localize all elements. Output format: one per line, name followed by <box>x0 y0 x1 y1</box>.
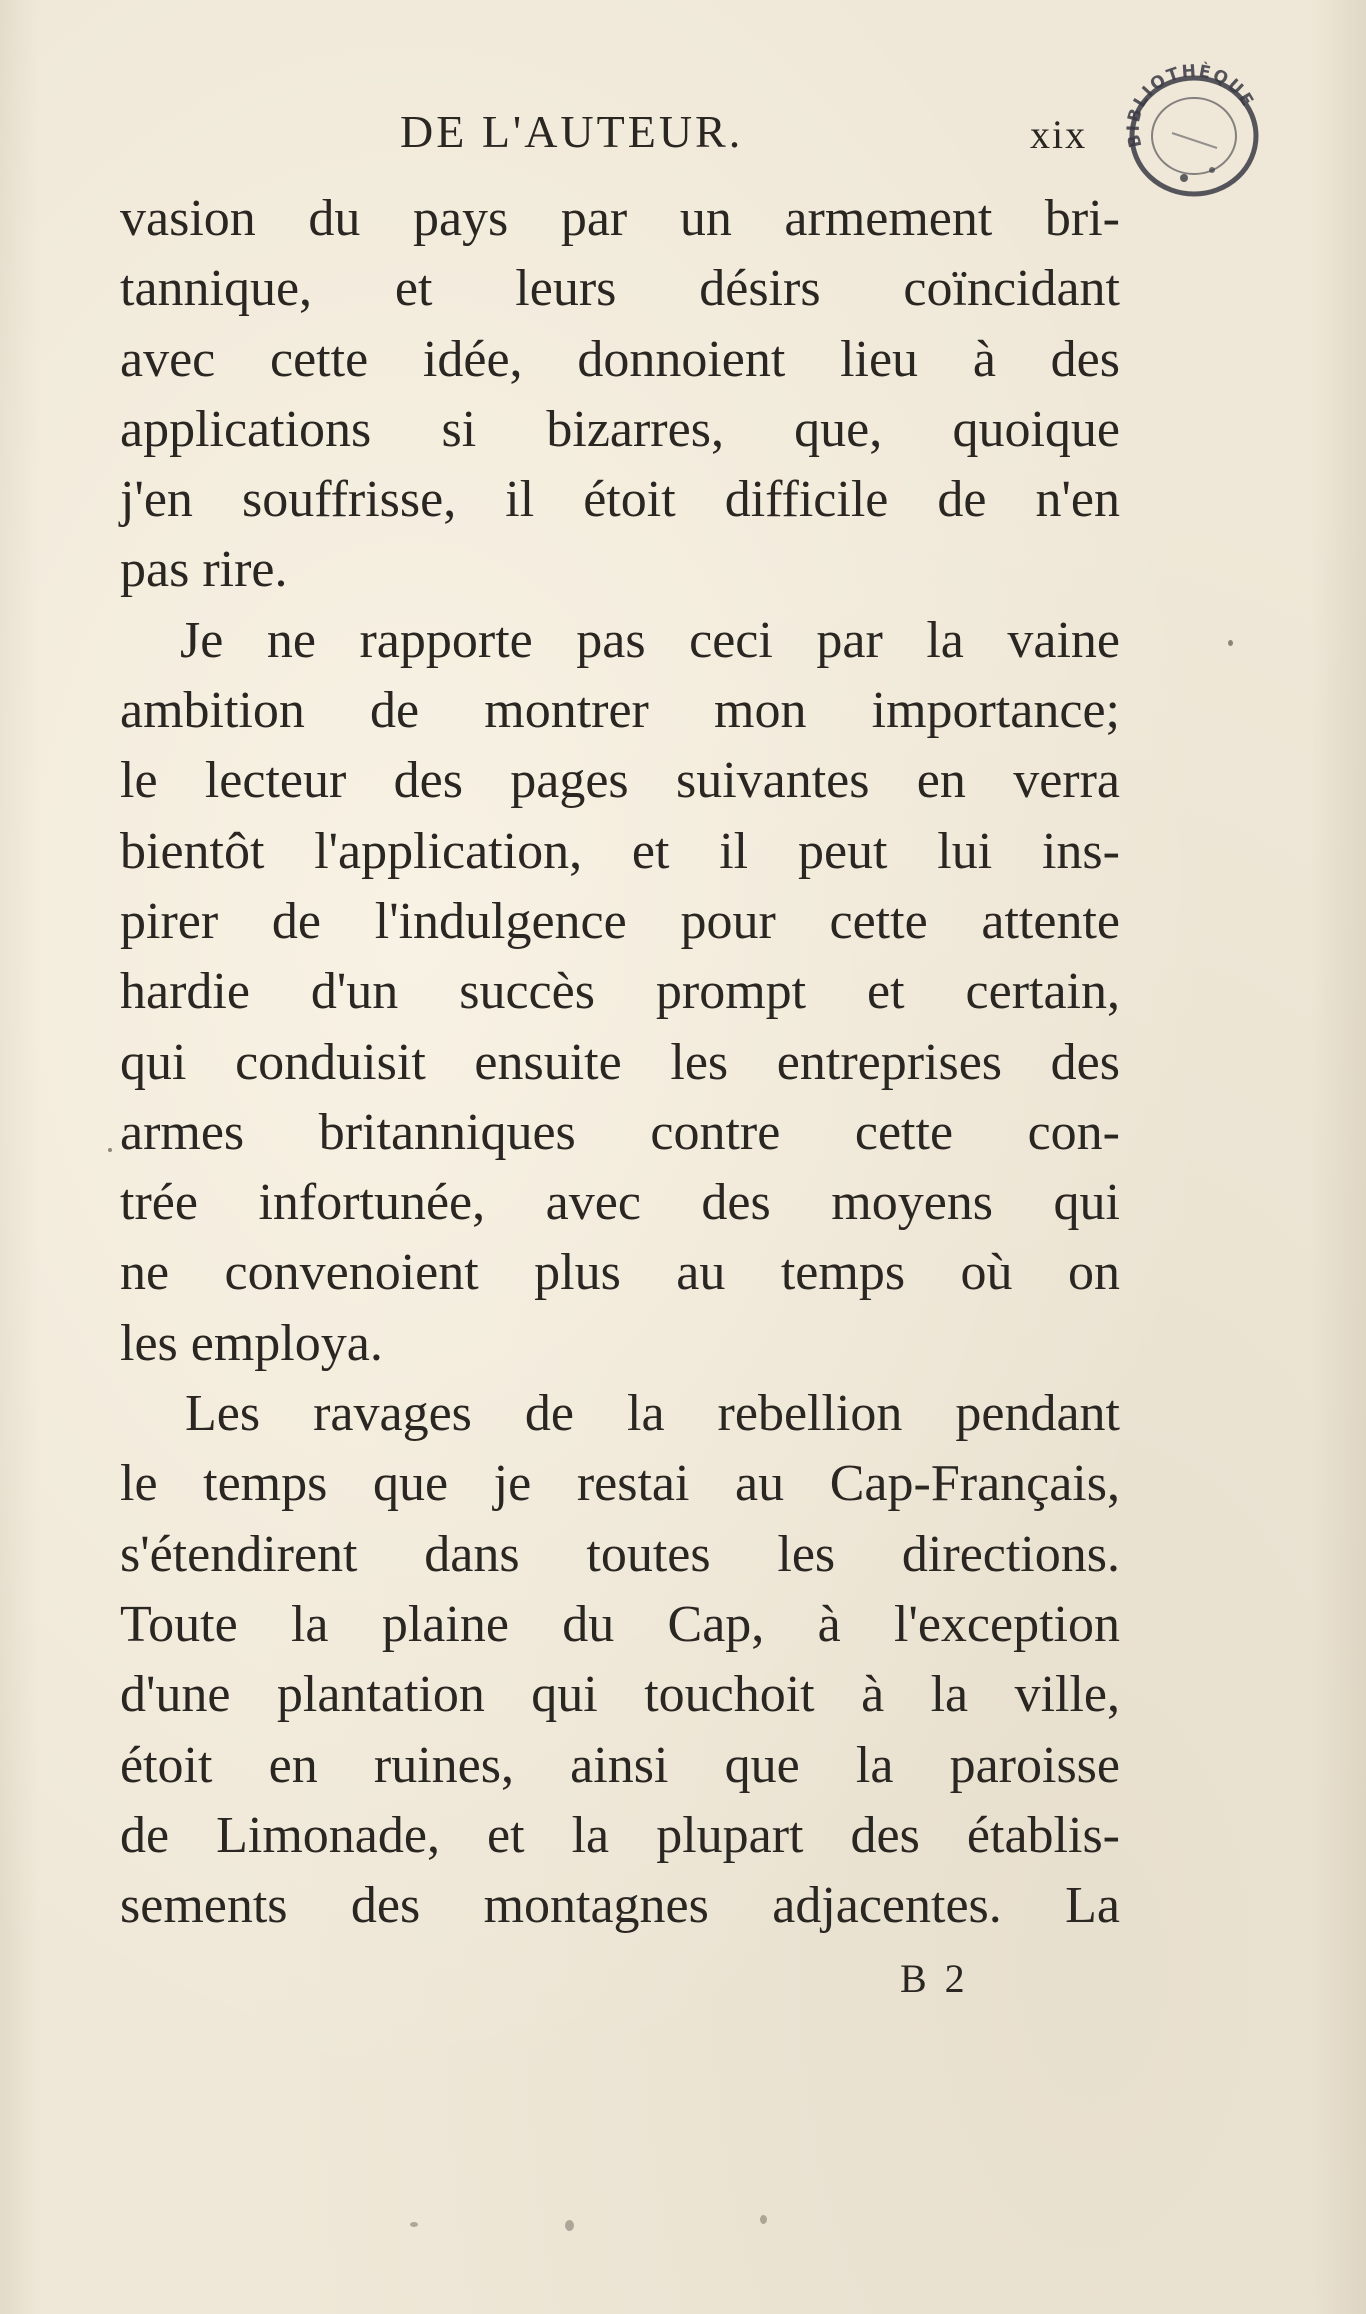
text-line: pas rire. <box>120 541 288 599</box>
body-text <box>120 184 1120 1941</box>
text-line: le lecteur des pages suivantes en verra <box>120 752 1120 810</box>
text-line: trée infortunée, avec des moyens qui <box>120 1174 1120 1232</box>
text-line: Toute la plaine du Cap, à l'exception <box>120 1595 1120 1653</box>
paragraph-3 <box>120 1379 1120 1941</box>
text-line: Je ne rapporte pas ceci par la vaine <box>180 611 1120 669</box>
ink-speck <box>108 1148 112 1152</box>
text-line: j'en souffrisse, il étoit difficile de n'en <box>120 471 1120 529</box>
text-line: ne convenoient plus au temps où on <box>120 1244 1120 1302</box>
text-line: Les ravages de la rebellion pendant <box>185 1385 1120 1443</box>
text-line: avec cette idée, donnoient lieu à des <box>120 330 1120 388</box>
ink-speck <box>565 2220 574 2231</box>
text-line: le temps que je restai au Cap-Français, <box>120 1455 1120 1513</box>
text-line: de Limonade, et la plupart des établis- <box>120 1806 1120 1864</box>
stamp-text: BIBLIOTHÈQUE <box>1123 61 1259 150</box>
text-line: d'une plantation qui touchoit à la ville, <box>120 1666 1120 1724</box>
text-line: sements des montagnes adjacentes. La <box>120 1877 1120 1935</box>
ink-speck <box>410 2222 418 2227</box>
page-number: xix <box>1030 112 1088 157</box>
text-line: ambition de montrer mon importance; <box>120 682 1120 740</box>
ink-speck <box>760 2215 767 2224</box>
text-line: applications si bizarres, que, quoique <box>120 400 1120 458</box>
text-line: tannique, et leurs désirs coïncidant <box>120 260 1120 318</box>
signature-mark: B 2 <box>900 1956 969 2001</box>
text-line: s'étendirent dans toutes les directions. <box>120 1525 1120 1583</box>
text-line: bientôt l'application, et il peut lui ins- <box>120 822 1120 880</box>
text-line: vasion du pays par un armement bri- <box>120 190 1120 247</box>
text-line: les employa. <box>120 1314 383 1372</box>
paragraph-1 <box>120 184 1120 606</box>
library-stamp-icon <box>1112 58 1272 208</box>
running-title: DE L'AUTEUR. <box>400 106 744 157</box>
paragraph-2 <box>120 606 1120 1379</box>
stamp-graphic <box>1112 58 1272 208</box>
text-line: qui conduisit ensuite les entreprises des <box>120 1033 1120 1091</box>
svg-text:BIBLIOTHÈQUE <box>1124 60 1258 150</box>
text-line: hardie d'un succès prompt et certain, <box>120 963 1120 1021</box>
text-line: étoit en ruines, ainsi que la paroisse <box>120 1736 1120 1794</box>
text-line: pirer de l'indulgence pour cette attente <box>120 892 1120 950</box>
ink-speck <box>1228 640 1233 646</box>
text-line: armes britanniques contre cette con- <box>120 1103 1120 1161</box>
